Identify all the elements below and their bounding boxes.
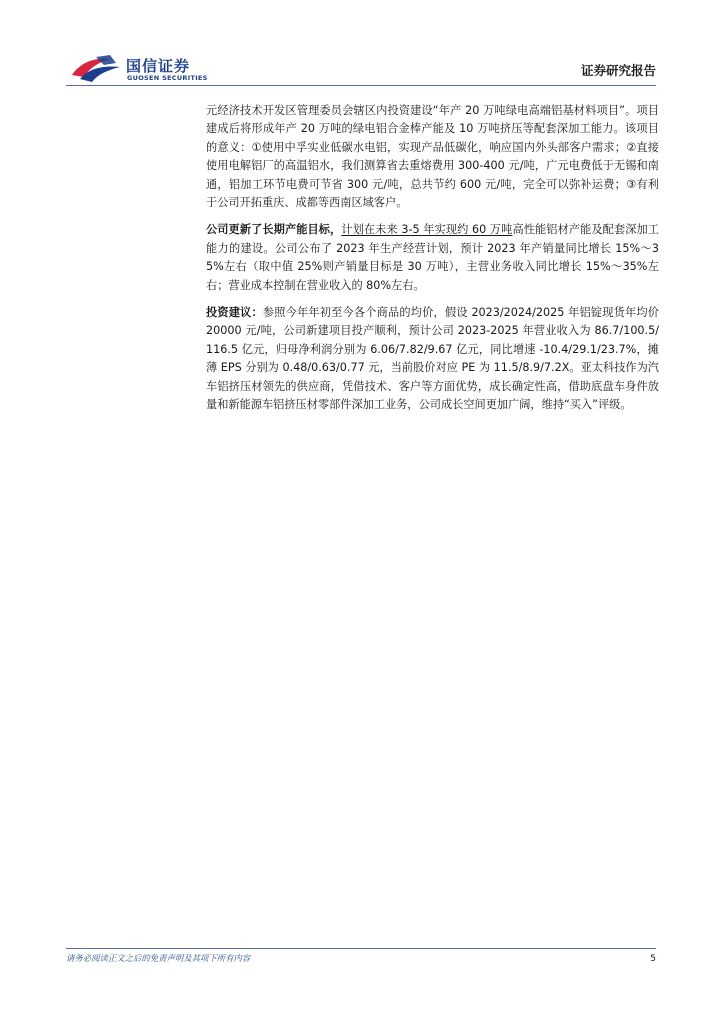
paragraph-investment-advice [206, 304, 659, 414]
guosen-logo [70, 53, 208, 85]
paragraph-capacity-rest: 高性能铝材产能及配套深加工能力的建设。公司公布了 2023 年生产经营计划，预计 2023 年产销量同比增长 15%～35%左右（取中值 25%则产销量目标是 30 万吨），主营业务收入同比增长 15%～35%左右；营业成本控制在营业收入的 80%左右。 [206, 223, 659, 292]
paragraph-capacity-lead: 公司更新了长期产能目标， [206, 223, 342, 237]
paragraph-project-description: 元经济技术开发区管理委员会辖区内投资建设“年产 20 万吨绿电高端铝基材料项目”。项目建成后将形成年产 20 万吨的绿电铝合金棒产能及 10 万吨挤压等配套深加工能力。该项目的意义：①使用中孚实业低碳水电铝，实现产品低碳化，响应国内外头部客户需求；②直接使用电解铝厂的高温铝水，我们测算省去重熔费用 300-400 元/吨，广元电费低于无锡和南通，铝加工环节电费可节省 300 元/吨，总共节约 600 元/吨，完全可以弥补运费；③有利于公司开拓重庆、成都等西南区域客户。 [206, 104, 659, 210]
guosen-logo-mark-icon [70, 53, 122, 83]
footer-divider [66, 948, 656, 949]
page-header [0, 0, 724, 90]
report-type-label: 证券研究报告 [580, 63, 656, 78]
logo-english-text: GUOSEN SECURITIES [127, 74, 208, 82]
investment-advice-lead: 投资建议： [206, 306, 263, 320]
investment-advice-text: 参照今年年初至今各个商品的均价，假设 2023/2024/2025 年铝锭现货年均价 20000 元/吨，公司新建项目投产顺利，预计公司 2023-2025 年营业收入为 86.7/100.5/116.5 亿元，归母净利润分别为 6.06/7.82/9.67 亿元，同比增速 -10.4/29.1/23.7%，摊薄 EPS 分别为 0.48/0.63/0.77 元，当前股价对应 PE 为 11.5/8.9/7.2X。亚太科技作为汽车铝挤压材领先的供应商，凭借技术、客户等方面优势，成长确定性高，借助底盘车身件放量和新能源车铝挤压材零部件深加工业务，公司成长空间更加广阔，维持“买入”评级。 [206, 306, 659, 412]
page-number: 5 [650, 954, 656, 964]
capacity-target-underlined: 计划在未来 3-5 年实现约 60 万吨 [341, 223, 513, 237]
logo-chinese-text: 国信证券 [126, 57, 191, 75]
footer-disclaimer: 请务必阅读正文之后的免责声明及其项下所有内容 [66, 953, 251, 963]
header-divider [66, 85, 656, 86]
paragraph-capacity-target [206, 221, 659, 295]
report-body [206, 102, 659, 424]
